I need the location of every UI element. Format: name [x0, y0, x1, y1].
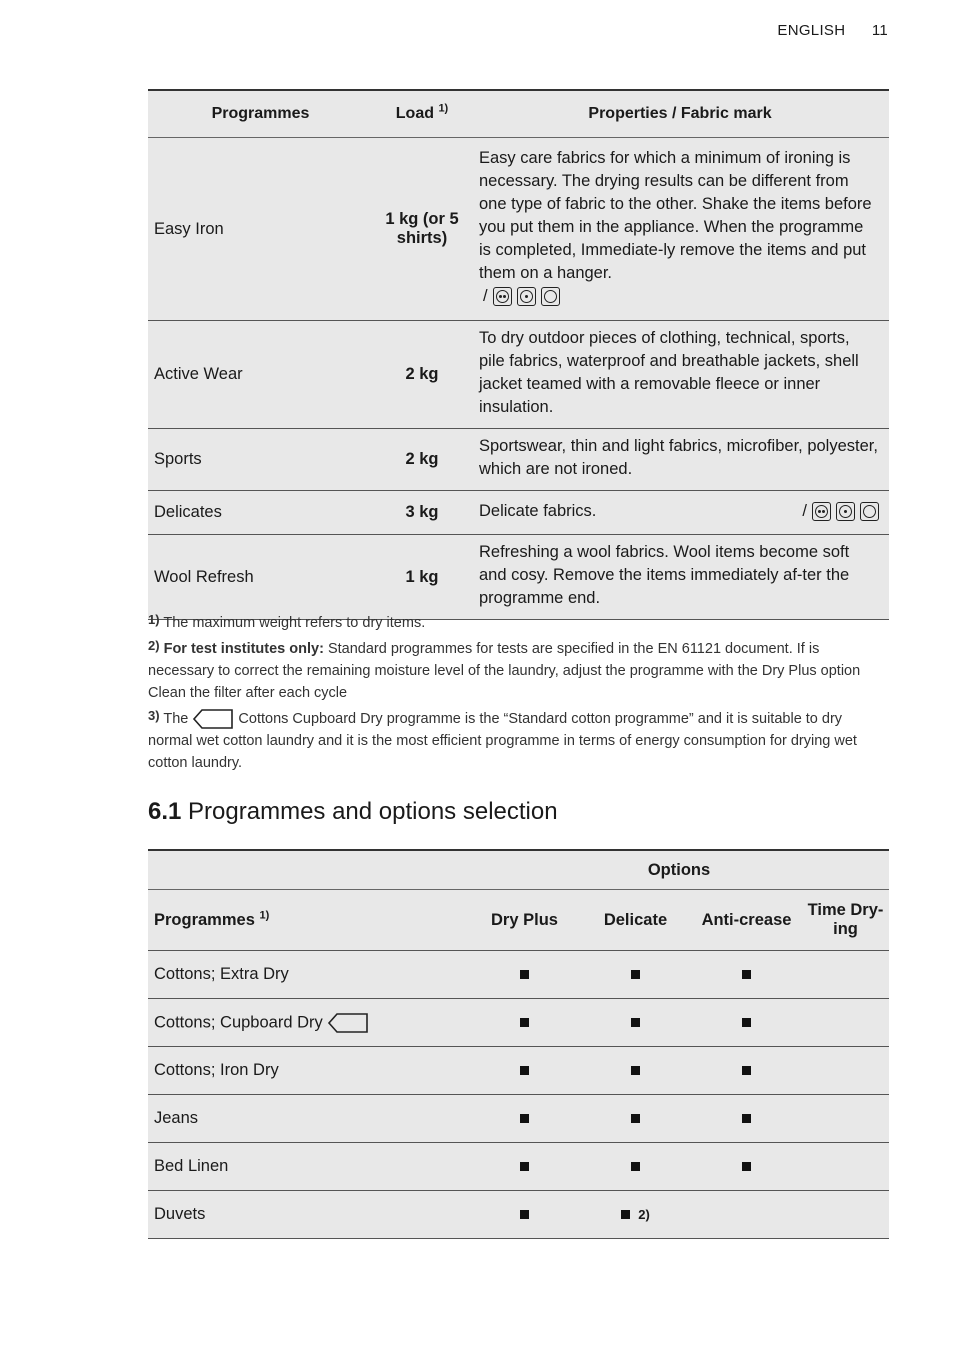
programmes-table: [148, 89, 889, 620]
table-row: [148, 535, 889, 620]
page-header: [777, 22, 888, 39]
programme-name: Duvets: [148, 1191, 469, 1239]
table-header-row: [148, 90, 889, 138]
header-delicate: Delicate: [580, 890, 691, 951]
table-row: [148, 1047, 889, 1095]
table-row: [148, 1191, 889, 1239]
fabric-marks: /: [483, 285, 560, 308]
programme-load: 2 kg: [373, 321, 471, 429]
programme-name: Cottons; Extra Dry: [148, 951, 469, 999]
programme-name: Cottons; Iron Dry: [148, 1047, 469, 1095]
programme-name: Bed Linen: [148, 1143, 469, 1191]
cupboard-dry-icon: [327, 1012, 369, 1034]
programme-properties: Easy care fabrics for which a minimum of ironing is necessary. The drying results can be different from one type of fabric to the other. Shake the items before you put them in the appliance. When the programme is completed, Immediate-ly remove the items and put them on a hanger.: [479, 148, 872, 282]
delicate-footnote-mark: 2): [638, 1207, 650, 1222]
table-row: [148, 999, 889, 1047]
option-available-mark: [742, 1162, 751, 1171]
options-header-row: [148, 850, 889, 890]
table-row: [148, 429, 889, 491]
option-available-mark: [742, 1066, 751, 1075]
programme-name: Active Wear: [148, 321, 373, 429]
cupboard-dry-icon: [192, 708, 234, 730]
tumble-dry-icon: [541, 287, 560, 306]
programme-load: 3 kg: [373, 491, 471, 535]
option-available-mark: [631, 1018, 640, 1027]
option-available-mark: [520, 1114, 529, 1123]
programme-load: 1 kg (or 5 shirts): [373, 138, 471, 321]
header-load: Load $^{1)}$: [373, 90, 471, 138]
footnote: 3) The Cottons Cupboard Dry programme is the “Standard cotton programme” and it is suitable to dry normal wet cotton laundry and it is the most efficient programme in terms of energy consumption for drying wet cotton laundry.: [148, 708, 857, 772]
programme-name: Easy Iron: [148, 138, 373, 321]
tumble-dry-medium-icon: [517, 287, 536, 306]
programmes-footnote-mark: 1): [259, 909, 270, 921]
programme-load: 1 kg: [373, 535, 471, 620]
header-properties: Properties / Fabric mark: [471, 90, 889, 138]
tumble-dry-medium-icon: [836, 502, 855, 521]
programme-name: Sports: [148, 429, 373, 491]
option-available-mark: [631, 970, 640, 979]
option-available-mark: [742, 1018, 751, 1027]
option-available-mark: [631, 1114, 640, 1123]
programme-name: Delicates: [148, 491, 373, 535]
programme-properties: To dry outdoor pieces of clothing, technical, sports, pile fabrics, waterproof and breathable jackets, shell jacket teamed with a removable fleece or inner insulation.: [471, 321, 889, 429]
column-header-row: [148, 890, 889, 951]
programme-properties: Delicate fabrics.: [479, 501, 597, 520]
option-available-mark: [742, 1114, 751, 1123]
option-available-mark: [742, 970, 751, 979]
option-available-mark: [520, 1066, 529, 1075]
tumble-dry-low-heat-icon: [493, 287, 512, 306]
fabric-marks: /: [802, 500, 879, 523]
table-row: [148, 1095, 889, 1143]
language-label: ENGLISH: [777, 22, 846, 39]
table-row: [148, 138, 889, 321]
header-anti-crease: Anti-crease: [691, 890, 802, 951]
options-table: [148, 849, 889, 1239]
programme-name: Jeans: [148, 1095, 469, 1143]
header-dry-plus: Dry Plus: [469, 890, 580, 951]
table-row: [148, 491, 889, 535]
option-available-mark: [520, 970, 529, 979]
header-programmes: Programmes $^{1)}$: [148, 890, 469, 951]
table-row: [148, 321, 889, 429]
header-time-drying: Time Dry-ing: [802, 890, 889, 951]
table-row: [148, 951, 889, 999]
header-programmes: Programmes: [148, 90, 373, 138]
option-available-mark: [520, 1018, 529, 1027]
footnotes: [148, 612, 889, 778]
programme-name: Cottons; Cupboard Dry: [148, 999, 469, 1047]
option-available-mark: [520, 1210, 529, 1219]
footnote: 2) For test institutes only: Standard programmes for tests are specified in the EN 61121 document. If is necessary to correct the remaining moisture level of the laundry, adjust the programme with the Dry Plus option Clean the filter after each cycle: [148, 638, 861, 701]
load-footnote-mark: 1): [438, 102, 449, 115]
options-label: Options: [469, 850, 889, 890]
table-row: [148, 1143, 889, 1191]
tumble-dry-low-heat-icon: [812, 502, 831, 521]
programme-properties: Refreshing a wool fabrics. Wool items become soft and cosy. Remove the items immediately af-ter the programme end.: [471, 535, 889, 620]
footnote: 1) The maximum weight refers to dry items.: [148, 612, 426, 631]
option-available-mark: [631, 1066, 640, 1075]
option-available-mark: [631, 1162, 640, 1171]
tumble-dry-icon: [860, 502, 879, 521]
programme-name: Wool Refresh: [148, 535, 373, 620]
option-available-mark: [520, 1162, 529, 1171]
option-available-mark: [621, 1210, 630, 1219]
programme-load: 2 kg: [373, 429, 471, 491]
section-title: 6.1 Programmes and options selection: [148, 798, 558, 825]
page-number: 11: [871, 22, 888, 39]
programme-properties: Sportswear, thin and light fabrics, microfiber, polyester, which are not ironed.: [471, 429, 889, 491]
